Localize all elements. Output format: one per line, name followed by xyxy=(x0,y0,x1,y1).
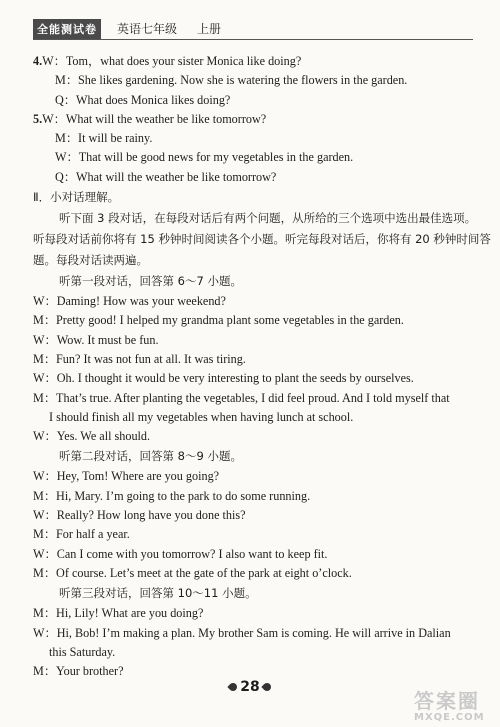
transcript-body xyxy=(33,52,491,681)
line-text: Fun? It was not fun at all. It was tiring. xyxy=(56,351,246,366)
question-number: 5. xyxy=(33,111,43,126)
line-text: Yes. We all should. xyxy=(56,429,151,444)
line-text: Tom，what does your sister Monica like doing? xyxy=(65,54,302,68)
dialogue-line xyxy=(33,369,473,388)
line-text: Your brother? xyxy=(56,664,124,679)
speaker-label: Q： xyxy=(55,169,76,184)
speaker-label: Q： xyxy=(55,92,76,107)
speaker-label: W： xyxy=(33,429,57,444)
line-text: 听第二段对话，回答第 8～9 小题。 xyxy=(59,449,242,464)
line-text: 题。每段对话读两遍。 xyxy=(33,253,148,268)
line-text: Ⅱ．小对话理解。 xyxy=(33,190,120,205)
speaker-label: M： xyxy=(33,565,57,580)
dialogue-line xyxy=(33,148,473,167)
speaker-label: M： xyxy=(33,313,57,328)
speaker-label: W： xyxy=(33,508,57,523)
dialogue-line xyxy=(33,52,473,71)
line-text: this Saturday. xyxy=(49,644,116,659)
speaker-label: M： xyxy=(55,131,79,146)
speaker-label: M： xyxy=(33,351,57,366)
instruction-line xyxy=(33,583,473,604)
line-text: That’s true. After planting the vegetables, I did feel proud. And I told myself that xyxy=(56,390,450,405)
line-text: Hi, Lily! What are you doing? xyxy=(56,606,204,621)
instruction-line xyxy=(33,208,477,229)
dialogue-line xyxy=(33,643,473,662)
speaker-label: W： xyxy=(33,332,57,347)
dialogue-line xyxy=(33,71,473,90)
dialogue-line xyxy=(33,467,473,486)
line-text: Wow. It must be fun. xyxy=(56,332,159,347)
leaf-icon xyxy=(228,681,239,692)
dialogue-line xyxy=(33,110,473,129)
question-number: 4. xyxy=(33,54,43,68)
instruction-line xyxy=(33,271,473,292)
line-text: 听第一段对话，回答第 6～7 小题。 xyxy=(59,274,242,289)
dialogue-line xyxy=(33,350,473,369)
dialogue-line xyxy=(33,408,473,427)
watermark-url: MXQE.COM xyxy=(414,712,485,723)
speaker-label: M： xyxy=(33,488,57,503)
dialogue-line xyxy=(33,525,473,544)
speaker-label: W： xyxy=(33,371,57,386)
line-text: 听每段对话前你将有 15 秒钟时间阅读各个小题。听完每段对话后，你将有 20 秒钟时间答 xyxy=(33,232,491,247)
line-text: What does Monica likes doing? xyxy=(76,92,231,107)
grade-label: 英语七年级 xyxy=(117,22,178,36)
dialogue-line xyxy=(33,564,473,583)
speaker-label: W： xyxy=(42,54,66,68)
header-divider xyxy=(33,39,473,40)
speaker-label: W： xyxy=(33,625,57,640)
dialogue-line xyxy=(33,389,473,408)
dialogue-line xyxy=(33,487,473,506)
page-number-text: 28 xyxy=(240,679,260,695)
line-text: What will the weather be like tomorrow? xyxy=(76,169,277,184)
dialogue-line xyxy=(33,427,473,446)
line-text: Hi, Mary. I’m going to the park to do some running. xyxy=(56,488,311,503)
line-text: Oh. I thought it would be very interesting to plant the seeds by ourselves. xyxy=(56,371,414,386)
dialogue-line xyxy=(33,129,473,148)
page-header xyxy=(33,17,473,39)
line-text: Daming! How was your weekend? xyxy=(56,294,226,309)
speaker-label: W： xyxy=(42,111,66,126)
instruction-line xyxy=(33,229,491,250)
dialogue-line xyxy=(33,624,473,643)
dialogue-line xyxy=(33,168,473,187)
line-text: Really? How long have you done this? xyxy=(56,508,246,523)
line-text: For half a year. xyxy=(56,527,130,542)
line-text: What will the weather be like tomorrow? xyxy=(65,111,267,126)
speaker-label: M： xyxy=(33,664,57,679)
dialogue-line xyxy=(33,331,473,350)
watermark-text: 答案圈 xyxy=(414,689,480,713)
dialogue-line xyxy=(33,91,473,110)
instruction-line xyxy=(33,250,473,271)
line-text: It will be rainy. xyxy=(78,131,153,146)
line-text: 听第三段对话，回答第 10～11 小题。 xyxy=(59,586,257,601)
leaf-icon xyxy=(261,681,272,692)
instruction-line xyxy=(33,446,473,467)
line-text: Can I come with you tomorrow? I also want to keep fit. xyxy=(56,546,328,561)
speaker-label: W： xyxy=(33,294,57,309)
brand-logo: 全能测试卷 xyxy=(33,19,101,39)
line-text: 听下面 3 段对话，在每段对话后有两个问题，从所给的三个选项中选出最佳选项。 xyxy=(59,211,477,226)
speaker-label: M： xyxy=(55,73,79,88)
speaker-label: W： xyxy=(55,150,79,165)
dialogue-line xyxy=(33,311,473,330)
line-text: Of course. Let’s meet at the gate of the park at eight o’clock. xyxy=(56,565,352,580)
speaker-label: M： xyxy=(33,527,57,542)
instruction-line xyxy=(33,187,473,208)
dialogue-line xyxy=(33,292,473,311)
speaker-label: W： xyxy=(33,546,57,561)
speaker-label: M： xyxy=(33,606,57,621)
line-text: I should finish all my vegetables when having lunch at school. xyxy=(49,409,354,424)
line-text: Hi, Bob! I’m making a plan. My brother Sam is coming. He will arrive in Dalian xyxy=(56,625,451,640)
page-number xyxy=(225,679,275,697)
dialogue-line xyxy=(33,604,473,623)
line-text: She likes gardening. Now she is watering the flowers in the garden. xyxy=(78,73,408,88)
dialogue-line xyxy=(33,506,473,525)
watermark-logo xyxy=(414,690,496,724)
line-text: Hey, Tom! Where are you going? xyxy=(56,469,220,484)
speaker-label: W： xyxy=(33,469,57,484)
speaker-label: M： xyxy=(33,390,57,405)
term-label: 上册 xyxy=(197,22,222,36)
line-text: Pretty good! I helped my grandma plant some vegetables in the garden. xyxy=(56,313,404,328)
line-text: That will be good news for my vegetables in the garden. xyxy=(78,150,354,165)
dialogue-line xyxy=(33,545,473,564)
